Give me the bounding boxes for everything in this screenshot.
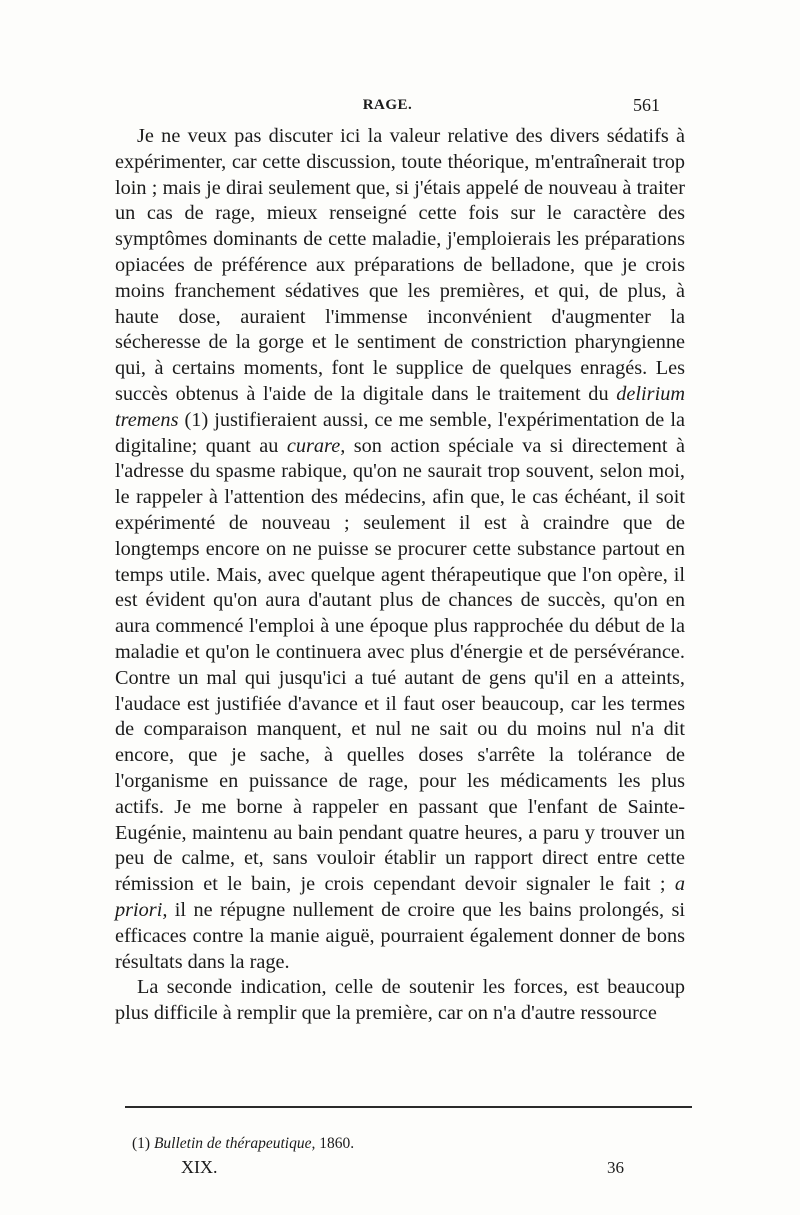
signature-mark: XIX. — [181, 1157, 218, 1177]
italic-a-priori: a priori, — [115, 873, 685, 921]
page-number: 561 — [633, 95, 660, 115]
paragraph-1-part-c: son action spéciale va si directement à l'adresse du spasme rabique, qu'on ne saurait trop souvent, selon moi, le rappeler à l'attention des médecins, afin que, le cas échéant, il soit expérimenté de nouveau ; seulement il est à craindre que de longtemps encore on ne puisse se procurer cette substance partout en temps utile. Mais, avec quelque agent thérapeutique que l'on opère, il est évident qu'on aura d'autant plus de chances de succès, qu'on en aura commencé l'emploi à une époque plus rapprochée du début de la maladie et qu'on le continuera avec plus d'énergie et de persévérance. Contre un mal qui jusqu'ici a tué autant de gens qu'il en a atteints, l'audace est justifiée d'avance et il faut oser beaucoup, car les termes de comparaison manquent, et nul ne sait ou du moins nul n'a dit encore, que je sache, à quelles doses s'arrête la tolérance de l'organisme en puissance de rage, pour les médicaments les plus actifs. Je me borne à rappeler en passant que l'enfant de Sainte-Eugénie, maintenu au bain pendant quatre heures, a paru y trouver un peu de calme, et, sans vouloir établir un rapport direct entre cette rémission et le bain, je crois cependant devoir signaler le fait ; — [115, 434, 686, 896]
paragraph-1-part-a: Je ne veux pas discuter ici la valeur relative des divers sédatifs à expérimenter, car cette discussion, toute théorique, m'entraînerait trop loin ; mais je dirai seulement que, si j'étais appelé de nouveau à traiter un cas de rage, mieux renseigné cette fois sur le caractère des symptômes dominants de cette maladie, j'emploierais les préparations opiacées de préférence aux préparations de belladone, que je crois moins franchement sédatives que les premières, et qui, de plus, à haute dose, auraient l'immense inconvénient d'augmenter la sécheresse de la gorge et le sentiment de constriction pharyngienne qui, à certains moments, font le supplice de quelques enragés. Les succès obtenus à l'aide de la digitale dans le traitement du — [115, 125, 685, 405]
italic-curare: curare, — [286, 434, 346, 457]
paragraph-1-part-d: il ne répugne nullement de croire que les bains prolongés, si efficaces contre la manie aiguë, pourraient également donner de bons résultats dans la rage. — [115, 898, 685, 973]
body-text — [115, 124, 685, 1027]
footnote-year: 1860. — [319, 1135, 355, 1152]
paragraph-2: La seconde indication, celle de soutenir les forces, est beaucoup plus difficile à remplir que la première, car on n'a d'autre ressource — [115, 976, 685, 1025]
footnote-title: Bulletin de thérapeutique, — [153, 1135, 316, 1152]
running-title: RAGE. — [362, 97, 413, 113]
italic-delirium-tremens: delirium tremens — [115, 382, 685, 431]
page-header — [115, 94, 660, 118]
footnote-marker: (1) — [132, 1135, 151, 1152]
footnote-rule — [125, 1106, 692, 1108]
paragraph-1-part-b: (1) justifieraient aussi, ce me semble, l'expérimentation de la digitaline; quant au — [115, 408, 686, 457]
sheet-number: 36 — [607, 1158, 624, 1177]
paragraph-1 — [115, 124, 685, 975]
footnote — [132, 1135, 354, 1153]
